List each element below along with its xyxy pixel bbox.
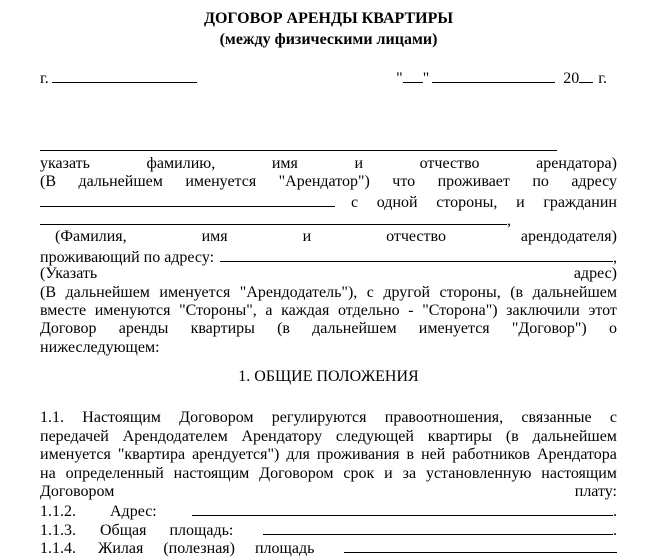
word: квартиры [190, 320, 255, 338]
word: с [366, 283, 374, 301]
word: по [532, 173, 549, 191]
city-date-row [40, 68, 617, 86]
word: Договор [40, 320, 97, 338]
word: арендуется") [192, 446, 280, 464]
word: проживает [437, 173, 510, 191]
clause-1-1-2-row [40, 501, 617, 519]
word: связанные [521, 409, 592, 427]
city-label: г. [40, 70, 49, 87]
open-quote: " [396, 70, 403, 87]
word: настоящим [173, 464, 250, 482]
intro-body-line-3 [40, 320, 617, 338]
word: и [384, 464, 393, 482]
word: стороны, [436, 193, 498, 211]
word: настоящим [541, 464, 617, 482]
word: за [402, 464, 417, 482]
word: "Арендодатель"), [239, 283, 358, 301]
word: (в [277, 320, 290, 338]
word: вместе [40, 301, 87, 319]
word: Договором [259, 464, 334, 482]
word: квартиры [427, 427, 493, 445]
clause-label-word: Общая [100, 521, 147, 539]
word: отчество [386, 228, 446, 246]
document-subtitle: (между физическими лицами) [219, 31, 438, 48]
clause-1-1-line-4 [40, 465, 617, 483]
city-blank [52, 68, 197, 83]
clause-1-1-line-2 [40, 428, 617, 446]
word: адресу [571, 173, 617, 191]
landlord-name-blank-line [40, 210, 617, 228]
word: дальнейшем [78, 173, 163, 191]
word: одной [376, 193, 418, 211]
living-area-blank [344, 538, 617, 553]
period: . [613, 503, 617, 521]
word: отдельно [338, 301, 400, 319]
clause-label: Адрес: [110, 503, 157, 521]
day-blank [403, 68, 423, 83]
word: (в [505, 427, 519, 445]
tenant-name-blank [40, 136, 557, 151]
word: указать [40, 154, 90, 172]
word: Договором [179, 409, 254, 427]
month-blank [432, 68, 555, 83]
tenant-name-blank-line [40, 136, 617, 154]
word: что [392, 173, 416, 191]
clause-1-1-line-1 [40, 409, 617, 427]
word: арендодателя) [520, 228, 617, 246]
clause-label-word: (полезная) [163, 540, 235, 558]
tenant-clause-line [40, 173, 617, 191]
word: именуются [94, 301, 171, 319]
clause-1-1-4-row [40, 538, 617, 556]
word: (В [40, 283, 56, 301]
period: . [613, 521, 617, 539]
landlord-address-line [40, 247, 617, 265]
word: арендатора) [536, 154, 617, 172]
word: о [608, 320, 617, 338]
word: 1.1. [40, 409, 64, 427]
tenant-address-line [40, 192, 617, 210]
intro-body-line-4: нижеследующем: [40, 338, 160, 356]
landlord-name-blank [40, 210, 507, 225]
clause-1-1-line-5-left: Договором [40, 483, 115, 501]
word: "Арендатор") [278, 173, 370, 191]
word: для [286, 446, 310, 464]
word: а [265, 301, 273, 319]
word: (В [40, 173, 56, 191]
word: (в [510, 283, 524, 301]
word: именуется [159, 283, 231, 301]
word: именуется [185, 173, 257, 191]
word: работников [452, 446, 530, 464]
clause-number: 1.1.4. [40, 540, 76, 558]
word: отчество [419, 154, 480, 172]
intro-section [40, 136, 617, 357]
clause-label-word: площадь: [169, 521, 234, 539]
word: заключили [506, 301, 580, 319]
word: правоотношения, [384, 409, 504, 427]
tenant-hint-line [40, 155, 617, 173]
word: (Фамилия, [55, 228, 127, 246]
word: и [354, 154, 364, 172]
tenant-address-blank [40, 192, 335, 207]
word: дальнейшем [65, 283, 150, 301]
clause-1-1 [40, 409, 617, 501]
word: срок [343, 464, 375, 482]
word: с [351, 193, 359, 211]
word: каждая [281, 301, 330, 319]
word: именуется [418, 320, 490, 338]
comma: , [613, 248, 617, 266]
word: Арендатору [241, 427, 323, 445]
city-group [40, 68, 197, 88]
document-title: ДОГОВОР АРЕНДЫ КВАРТИРЫ [203, 10, 454, 27]
word: регулируются [271, 409, 367, 427]
clause-1-1-3-row [40, 520, 617, 538]
word: этот [588, 301, 617, 319]
intro-body-line-2 [40, 302, 617, 320]
address-hint-close: адрес) [573, 265, 617, 283]
word: проживания [316, 446, 400, 464]
section-1-heading: 1. ОБЩИЕ ПОЛОЖЕНИЯ [238, 368, 419, 386]
clause-label-word: площадь [254, 540, 315, 558]
word: "Договор") [511, 320, 587, 338]
address-hint-open: (Указать [40, 265, 98, 283]
word: ней [421, 446, 446, 464]
year-suffix: г. [598, 70, 607, 87]
word: "Стороны", [179, 301, 257, 319]
clause-1-1-line-5 [40, 483, 617, 501]
year-prefix: 20 [563, 70, 580, 87]
word: "Сторона") [422, 301, 498, 319]
intro-body-line-1 [40, 284, 617, 302]
word: и [516, 193, 525, 211]
total-area-blank [263, 520, 613, 535]
word: дальнейшем [532, 427, 617, 445]
word: определенный [65, 464, 164, 482]
close-quote: " [422, 70, 430, 87]
word: на [40, 464, 56, 482]
word: "квартира [117, 446, 186, 464]
word: в [406, 446, 415, 464]
word: Настоящим [82, 409, 161, 427]
word: имя [201, 228, 228, 246]
word: Арендодателем [122, 427, 228, 445]
address-hint-line [40, 265, 617, 283]
word: передачей [40, 427, 109, 445]
document-title-block [40, 8, 617, 50]
clause-label-word: Жилая [98, 540, 144, 558]
word: с [609, 409, 617, 427]
word: и [302, 228, 312, 246]
word: аренды [118, 320, 169, 338]
word: фамилию, [146, 154, 216, 172]
landlord-hint-line [40, 228, 617, 246]
word: имя [271, 154, 298, 172]
word: - [408, 301, 414, 319]
clause-number: 1.1.2. [40, 503, 76, 521]
clause-1-1-line-5-right: плату: [574, 483, 617, 501]
word: стороны, [439, 283, 501, 301]
word: именуется [40, 446, 111, 464]
word: Арендатора [536, 446, 617, 464]
year-blank [579, 68, 593, 83]
clause-number: 1.1.3. [40, 521, 76, 539]
word: установленную [425, 464, 532, 482]
address-label: проживающий по адресу: [40, 248, 215, 266]
landlord-address-blank [220, 247, 613, 262]
word: другой [383, 283, 431, 301]
clause-1-1-line-3 [40, 446, 617, 464]
date-group [396, 68, 607, 88]
comma: , [507, 211, 511, 229]
word: дальнейшем [532, 283, 617, 301]
word: гражданин [543, 193, 617, 211]
address-value-blank [192, 501, 613, 516]
word: следующей [335, 427, 414, 445]
word: дальнейшем [312, 320, 397, 338]
